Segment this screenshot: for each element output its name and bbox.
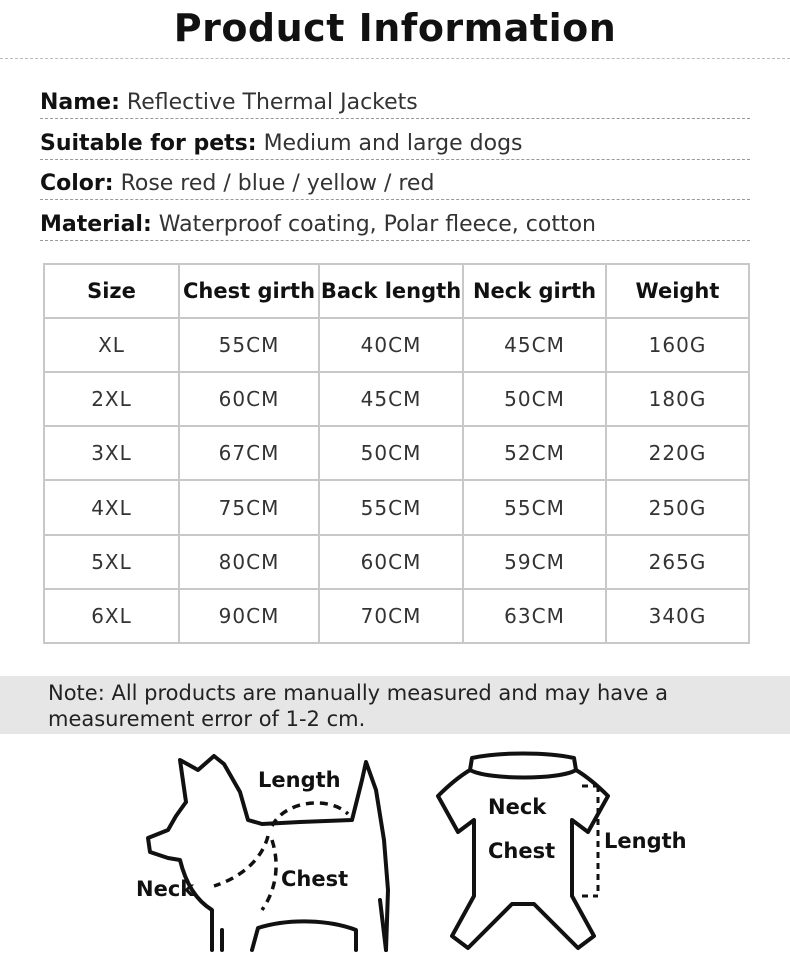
table-header-row: [44, 264, 749, 318]
info-value: Reflective Thermal Jackets: [126, 90, 418, 115]
cell-back: 50CM: [319, 426, 463, 480]
info-value: Rose red / blue / yellow / red: [120, 171, 435, 196]
table-row: [44, 426, 749, 480]
cell-weight: 220G: [606, 426, 749, 480]
page-title: Product Information: [173, 6, 617, 50]
info-row-name: [40, 88, 750, 119]
measurement-diagram: [0, 740, 790, 955]
table-row: [44, 535, 749, 589]
dog-length-label: Length: [258, 768, 341, 792]
cell-neck: 50CM: [463, 372, 606, 426]
cell-back: 40CM: [319, 318, 463, 372]
header-weight: Weight: [606, 264, 749, 318]
note-text: Note: All products are manually measured and may have a measurement error of 1-2 cm.: [48, 681, 669, 731]
info-key: Color:: [40, 171, 114, 196]
info-row-color: [40, 169, 750, 200]
cell-size: XL: [44, 318, 179, 372]
cell-neck: 55CM: [463, 480, 606, 534]
title-divider: [0, 58, 790, 59]
info-value: Waterproof coating, Polar fleece, cotton: [158, 212, 596, 237]
info-key: Name:: [40, 90, 120, 115]
cell-chest: 80CM: [179, 535, 319, 589]
cell-back: 55CM: [319, 480, 463, 534]
cell-weight: 250G: [606, 480, 749, 534]
header-size: Size: [44, 264, 179, 318]
info-row-suitable: [40, 129, 750, 160]
jacket-neck-label: Neck: [488, 795, 547, 819]
cell-chest: 90CM: [179, 589, 319, 643]
measurement-note: [0, 676, 790, 734]
cell-neck: 59CM: [463, 535, 606, 589]
header-chest-girth: Chest girth: [179, 264, 319, 318]
cell-neck: 52CM: [463, 426, 606, 480]
jacket-chest-label: Chest: [488, 839, 556, 863]
cell-weight: 180G: [606, 372, 749, 426]
header-neck-girth: Neck girth: [463, 264, 606, 318]
cell-back: 45CM: [319, 372, 463, 426]
info-row-material: [40, 210, 750, 241]
table-row: [44, 480, 749, 534]
cell-size: 2XL: [44, 372, 179, 426]
dog-chest-label: Chest: [281, 867, 349, 891]
cell-neck: 45CM: [463, 318, 606, 372]
info-value: Medium and large dogs: [263, 131, 523, 156]
cell-weight: 265G: [606, 535, 749, 589]
dog-neck-label: Neck: [136, 877, 195, 901]
table-row: [44, 318, 749, 372]
info-key: Suitable for pets:: [40, 131, 257, 156]
cell-size: 6XL: [44, 589, 179, 643]
cell-chest: 75CM: [179, 480, 319, 534]
cell-neck: 63CM: [463, 589, 606, 643]
jacket-measure-lines: [582, 786, 598, 896]
cell-weight: 340G: [606, 589, 749, 643]
cell-back: 60CM: [319, 535, 463, 589]
cell-weight: 160G: [606, 318, 749, 372]
cell-chest: 60CM: [179, 372, 319, 426]
cell-size: 5XL: [44, 535, 179, 589]
cell-size: 4XL: [44, 480, 179, 534]
cell-size: 3XL: [44, 426, 179, 480]
cell-back: 70CM: [319, 589, 463, 643]
size-table: [43, 263, 750, 644]
jacket-length-label: Length: [604, 829, 687, 853]
cell-chest: 55CM: [179, 318, 319, 372]
cell-chest: 67CM: [179, 426, 319, 480]
table-row: [44, 589, 749, 643]
table-row: [44, 372, 749, 426]
header-back-length: Back length: [319, 264, 463, 318]
info-key: Material:: [40, 212, 152, 237]
